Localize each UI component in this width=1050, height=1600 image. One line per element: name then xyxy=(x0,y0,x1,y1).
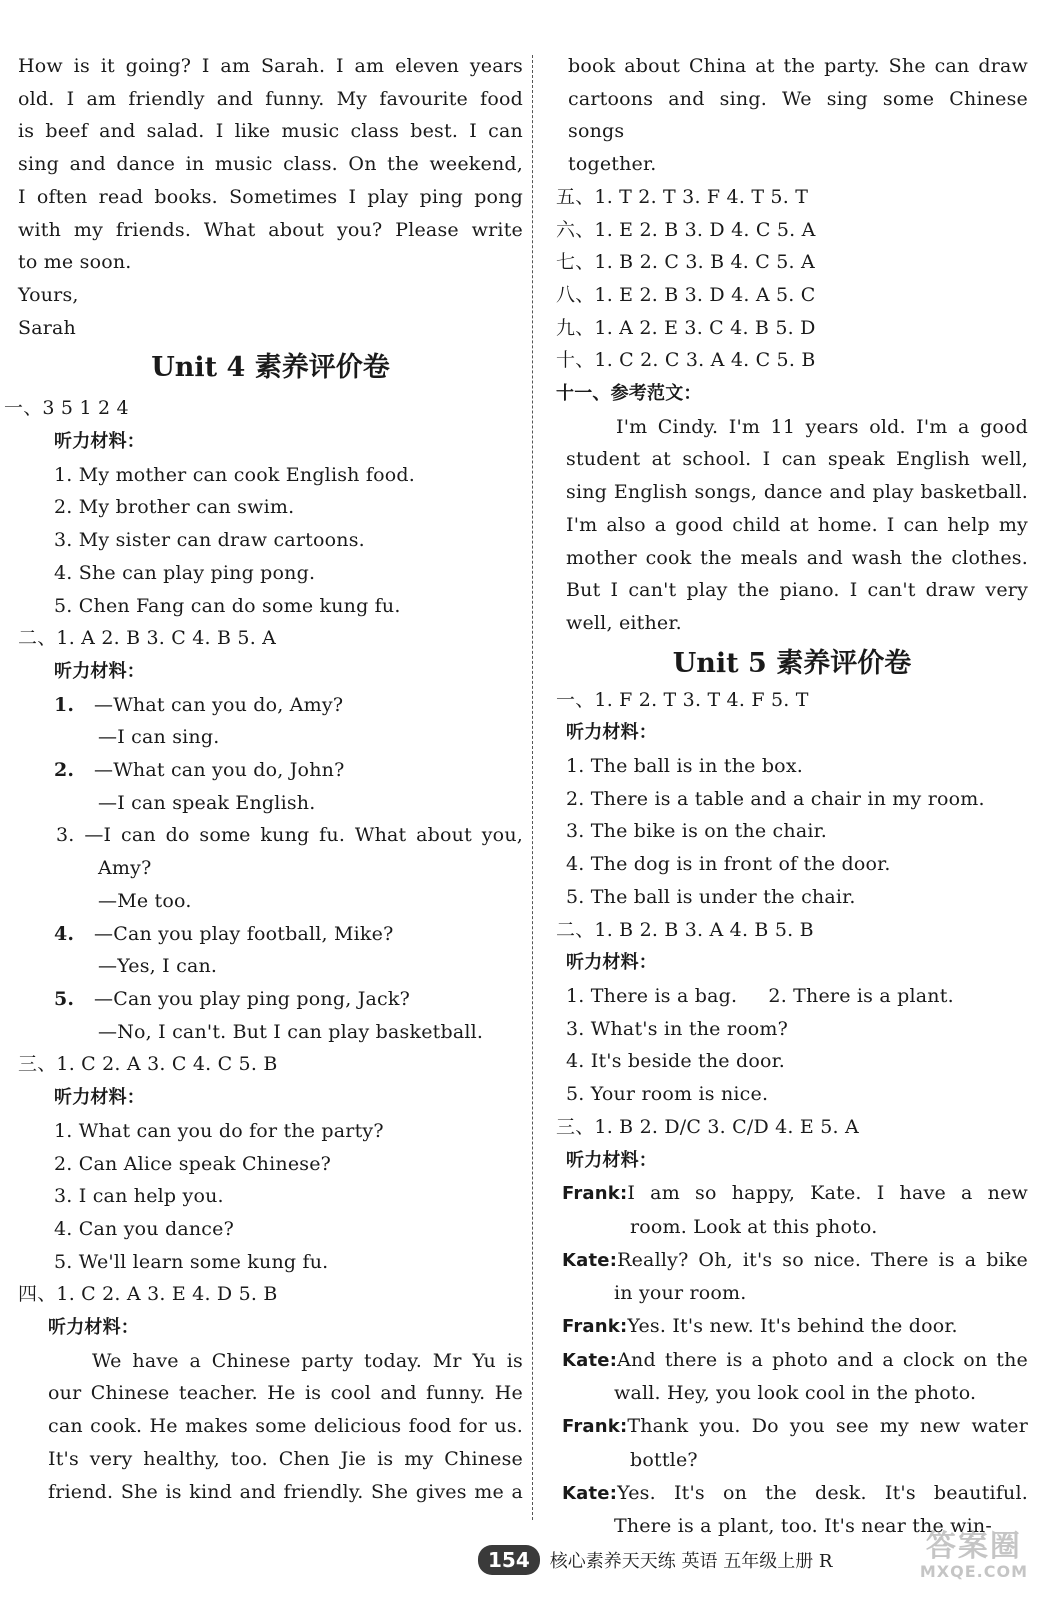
answer-line: 三、1. C 2. A 3. C 4. C 5. B xyxy=(18,1053,278,1076)
listening-item: 1. There is a bag. 2. There is a plant. xyxy=(566,984,954,1007)
passage-line: friend. She is kind and friendly. She gives me a xyxy=(48,1480,523,1503)
dialogue-line: wall. Hey, you look cool in the photo. xyxy=(614,1382,977,1405)
listening-item: 5. The ball is under the chair. xyxy=(566,885,856,908)
letter-line: I often read books. Sometimes I play ping pong xyxy=(18,185,523,208)
listening-label: 听力材料： xyxy=(566,722,657,744)
listening-label: 听力材料： xyxy=(48,1317,139,1339)
essay-line: sing English songs, dance and play basketball. xyxy=(566,481,1028,504)
listening-item: 2. There is a table and a chair in my room. xyxy=(566,787,985,810)
dialogue-text: And there is a photo and a clock on the xyxy=(617,1348,1028,1371)
dialogue-line: 4. —Can you play football, Mike? xyxy=(54,922,394,945)
dialogue-line: room. Look at this photo. xyxy=(630,1215,878,1238)
letter-line: to me soon. xyxy=(18,251,132,274)
right-column xyxy=(556,50,1028,1543)
listening-item: 3. What's in the room? xyxy=(566,1017,788,1040)
speaker-name: Kate: xyxy=(562,1249,618,1271)
listening-item: 2. My brother can swim. xyxy=(54,496,295,519)
left-column xyxy=(4,50,523,1508)
essay-line: I'm Cindy. I'm 11 years old. I'm a good xyxy=(616,415,1028,438)
column-divider xyxy=(532,55,533,1520)
dialogue-line: in your room. xyxy=(614,1282,747,1305)
answer-line: 六、1. E 2. B 3. D 4. C 5. A xyxy=(556,218,816,241)
listening-item: 3. The bike is on the chair. xyxy=(566,820,828,843)
dialogue-line: Amy? xyxy=(98,857,152,880)
answer-line: 二、1. B 2. B 3. A 4. B 5. B xyxy=(556,918,814,941)
passage-line: can cook. He makes some delicious food for us. xyxy=(48,1415,523,1438)
answer-line: 一、1. F 2. T 3. T 4. F 5. T xyxy=(556,688,809,711)
essay-line: well, either. xyxy=(566,611,682,634)
passage-line: cartoons and sing. We sing some Chinese songs xyxy=(568,87,1028,143)
letter-signature: Sarah xyxy=(18,316,76,339)
letter-line: sing and dance in music class. On the weekend, xyxy=(18,153,523,176)
listening-item: 4. She can play ping pong. xyxy=(54,561,316,584)
dialogue-text: I am so happy, Kate. I have a new xyxy=(627,1182,1028,1205)
dialogue-line xyxy=(556,1410,1028,1444)
letter-line: is beef and salad. I like music class best. I can xyxy=(18,120,523,143)
letter-line: with my friends. What about you? Please write xyxy=(18,218,523,241)
book-title: 核心素养天天练 英语 五年级上册 R xyxy=(549,1551,833,1572)
speaker-name: Kate: xyxy=(562,1482,618,1504)
listening-label: 听力材料： xyxy=(54,1087,145,1109)
answer-line: 一、3 5 1 2 4 xyxy=(4,397,129,420)
listening-item: 1. My mother can cook English food. xyxy=(54,463,415,486)
listening-item: 3. I can help you. xyxy=(54,1185,224,1208)
unit5-title: Unit 5 素养评价卷 xyxy=(672,647,912,679)
answer-line: 二、1. A 2. B 3. C 4. B 5. A xyxy=(18,627,277,650)
listening-item: 5. We'll learn some kung fu. xyxy=(54,1250,329,1273)
speaker-name: Frank: xyxy=(562,1416,628,1438)
listening-label: 听力材料： xyxy=(54,660,145,682)
dialogue-line: bottle? xyxy=(630,1448,698,1471)
listening-item: 4. Can you dance? xyxy=(54,1217,234,1240)
dialogue-text: Yes. It's on the desk. It's beautiful. xyxy=(617,1481,1028,1504)
speaker-name: Kate: xyxy=(562,1349,618,1371)
passage-line: We have a Chinese party today. Mr Yu is xyxy=(92,1349,523,1372)
answer-line: 八、1. E 2. B 3. D 4. A 5. C xyxy=(556,283,816,306)
answer-line: 九、1. A 2. E 3. C 4. B 5. D xyxy=(556,316,816,339)
sample-essay-label: 十一、参考范文： xyxy=(556,383,702,405)
dialogue-line: —I can speak English. xyxy=(98,791,316,814)
dialogue-text: Yes. It's new. It's behind the door. xyxy=(627,1315,958,1338)
listening-item: 5. Your room is nice. xyxy=(566,1083,769,1106)
dialogue-text: Really? Oh, it's so nice. There is a bike xyxy=(617,1248,1028,1271)
essay-line: mother cook the meals and wash the clothes. xyxy=(566,546,1028,569)
essay-line: student at school. I can speak English well, xyxy=(566,448,1028,471)
answer-line: 十、1. C 2. C 3. A 4. C 5. B xyxy=(556,349,816,372)
letter-line: old. I am friendly and funny. My favourite food xyxy=(18,87,523,110)
speaker-name: Frank: xyxy=(562,1316,628,1338)
listening-item: 5. Chen Fang can do some kung fu. xyxy=(54,594,401,617)
dialogue-line: —I can sing. xyxy=(98,726,220,749)
listening-label: 听力材料： xyxy=(566,1149,657,1171)
passage-line: together. xyxy=(568,153,657,176)
dialogue-line: 1. —What can you do, Amy? xyxy=(54,693,344,716)
answer-line: 四、1. C 2. A 3. E 4. D 5. B xyxy=(18,1283,278,1306)
listening-item: 4. The dog is in front of the door. xyxy=(566,853,891,876)
dialogue-line: —No, I can't. But I can play basketball. xyxy=(98,1020,484,1043)
passage-line: book about China at the party. She can draw xyxy=(568,55,1028,77)
passage-line: It's very healthy, too. Chen Jie is my Chinese xyxy=(48,1447,523,1470)
page-number: 154 xyxy=(478,1545,540,1575)
page-footer xyxy=(478,1541,832,1579)
answer-line: 三、1. B 2. D/C 3. C/D 4. E 5. A xyxy=(556,1115,859,1138)
dialogue-line: 3. —I can do some kung fu. What about you, xyxy=(56,824,523,847)
dialogue-line: There is a plant, too. It's near the win- xyxy=(614,1515,992,1538)
dialogue-line xyxy=(556,1177,1028,1211)
listening-item: 3. My sister can draw cartoons. xyxy=(54,529,365,552)
unit4-title: Unit 4 素养评价卷 xyxy=(151,352,390,384)
answer-line: 五、1. T 2. T 3. F 4. T 5. T xyxy=(556,185,809,208)
listening-item: 2. Can Alice speak Chinese? xyxy=(54,1152,332,1175)
dialogue-text: Thank you. Do you see my new water xyxy=(627,1415,1028,1438)
passage-line: our Chinese teacher. He is cool and funny. He xyxy=(48,1382,523,1405)
dialogue-line: —Me too. xyxy=(98,889,192,912)
listening-label: 听力材料： xyxy=(54,431,145,453)
dialogue-block xyxy=(556,1177,1028,1543)
listening-label: 听力材料： xyxy=(566,952,657,974)
dialogue-line xyxy=(556,1244,1028,1278)
dialogue-line xyxy=(556,1477,1028,1511)
dialogue-line: 5. —Can you play ping pong, Jack? xyxy=(54,987,410,1010)
dialogue-line xyxy=(556,1344,1028,1378)
answer-line: 七、1. B 2. C 3. B 4. C 5. A xyxy=(556,251,815,274)
dialogue-line xyxy=(556,1310,1028,1344)
essay-line: But I can't play the piano. I can't draw very xyxy=(566,579,1028,602)
letter-line: How is it going? I am Sarah. I am eleven years xyxy=(18,55,523,77)
letter-signoff: Yours, xyxy=(18,283,79,306)
essay-line: I'm also a good child at home. I can help my xyxy=(566,513,1028,536)
dialogue-line: —Yes, I can. xyxy=(98,955,218,978)
dialogue-line: 2. —What can you do, John? xyxy=(54,759,345,782)
speaker-name: Frank: xyxy=(562,1183,628,1205)
watermark-logo: 答案圈 MXQE.COM xyxy=(919,1529,1028,1581)
listening-item: 1. What can you do for the party? xyxy=(54,1119,384,1142)
listening-item: 1. The ball is in the box. xyxy=(566,755,803,778)
listening-item: 4. It's beside the door. xyxy=(566,1050,786,1073)
